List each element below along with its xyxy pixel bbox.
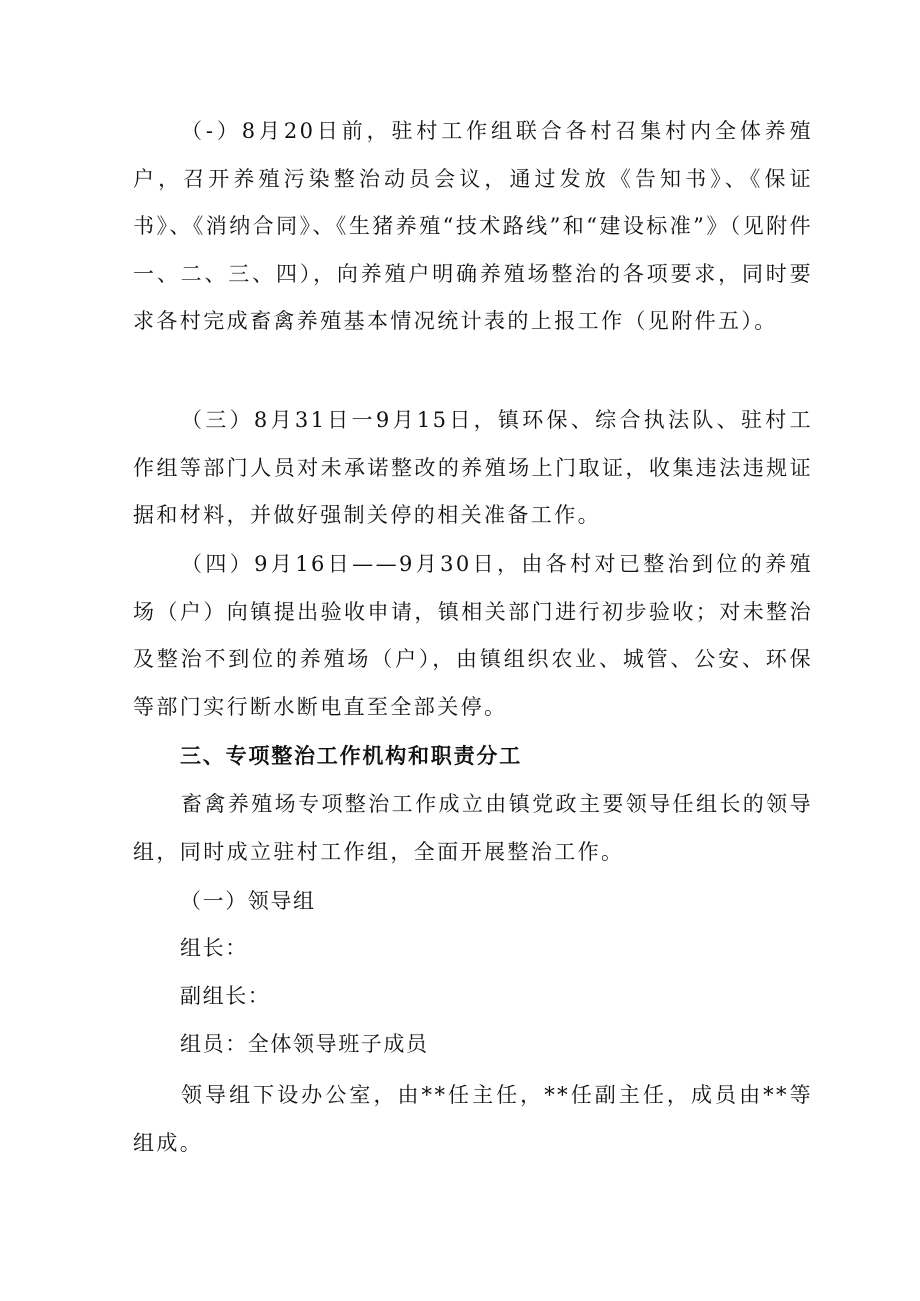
paragraph-evidence-collection: （三）8月31日一9月15日，镇环保、综合执法队、驻村工作组等部门人员对未承诺整改的养殖场上门取证，收集违法违规证据和材料，并做好强制关停的相关准备工作。: [133, 408, 813, 527]
line-group-leader: 组长：: [180, 936, 248, 960]
line-deputy-group-leader: 副组长：: [180, 984, 271, 1008]
paragraph-office-setup: 领导组下设办公室，由**任主任，**任副主任，成员由**等组成。: [133, 1083, 813, 1155]
subheading-leading-group: （一）领导组: [180, 889, 316, 913]
paragraph-mobilization-meeting: （-）8月20日前，驻村工作组联合各村召集村内全体养殖户，召开养殖污染整治动员会议，通过发放《告知书》、《保证书》、《消纳合同》、《生猪养殖“技术路线”和“建设标准”》（见附件一、二、三、四），向养殖户明确养殖场整治的各项要求，同时要求各村完成畜禽养殖基本情况统计表的上报工作（见附件五）。: [133, 119, 813, 333]
paragraph-acceptance-inspection: （四）9月16日——9月30日，由各村对已整治到位的养殖场（户）向镇提出验收申请，镇相关部门进行初步验收；对未整治及整治不到位的养殖场（户），由镇组织农业、城管、公安、环保等部门实行断水断电直至全部关停。: [133, 552, 813, 719]
section-heading-organization: 三、专项整治工作机构和职责分工: [180, 744, 522, 768]
paragraph-leading-group-intro: 畜禽养殖场专项整治工作成立由镇党政主要领导任组长的领导组，同时成立驻村工作组，全面开展整治工作。: [133, 792, 813, 864]
line-group-members: 组员：全体领导班子成员: [180, 1032, 429, 1056]
